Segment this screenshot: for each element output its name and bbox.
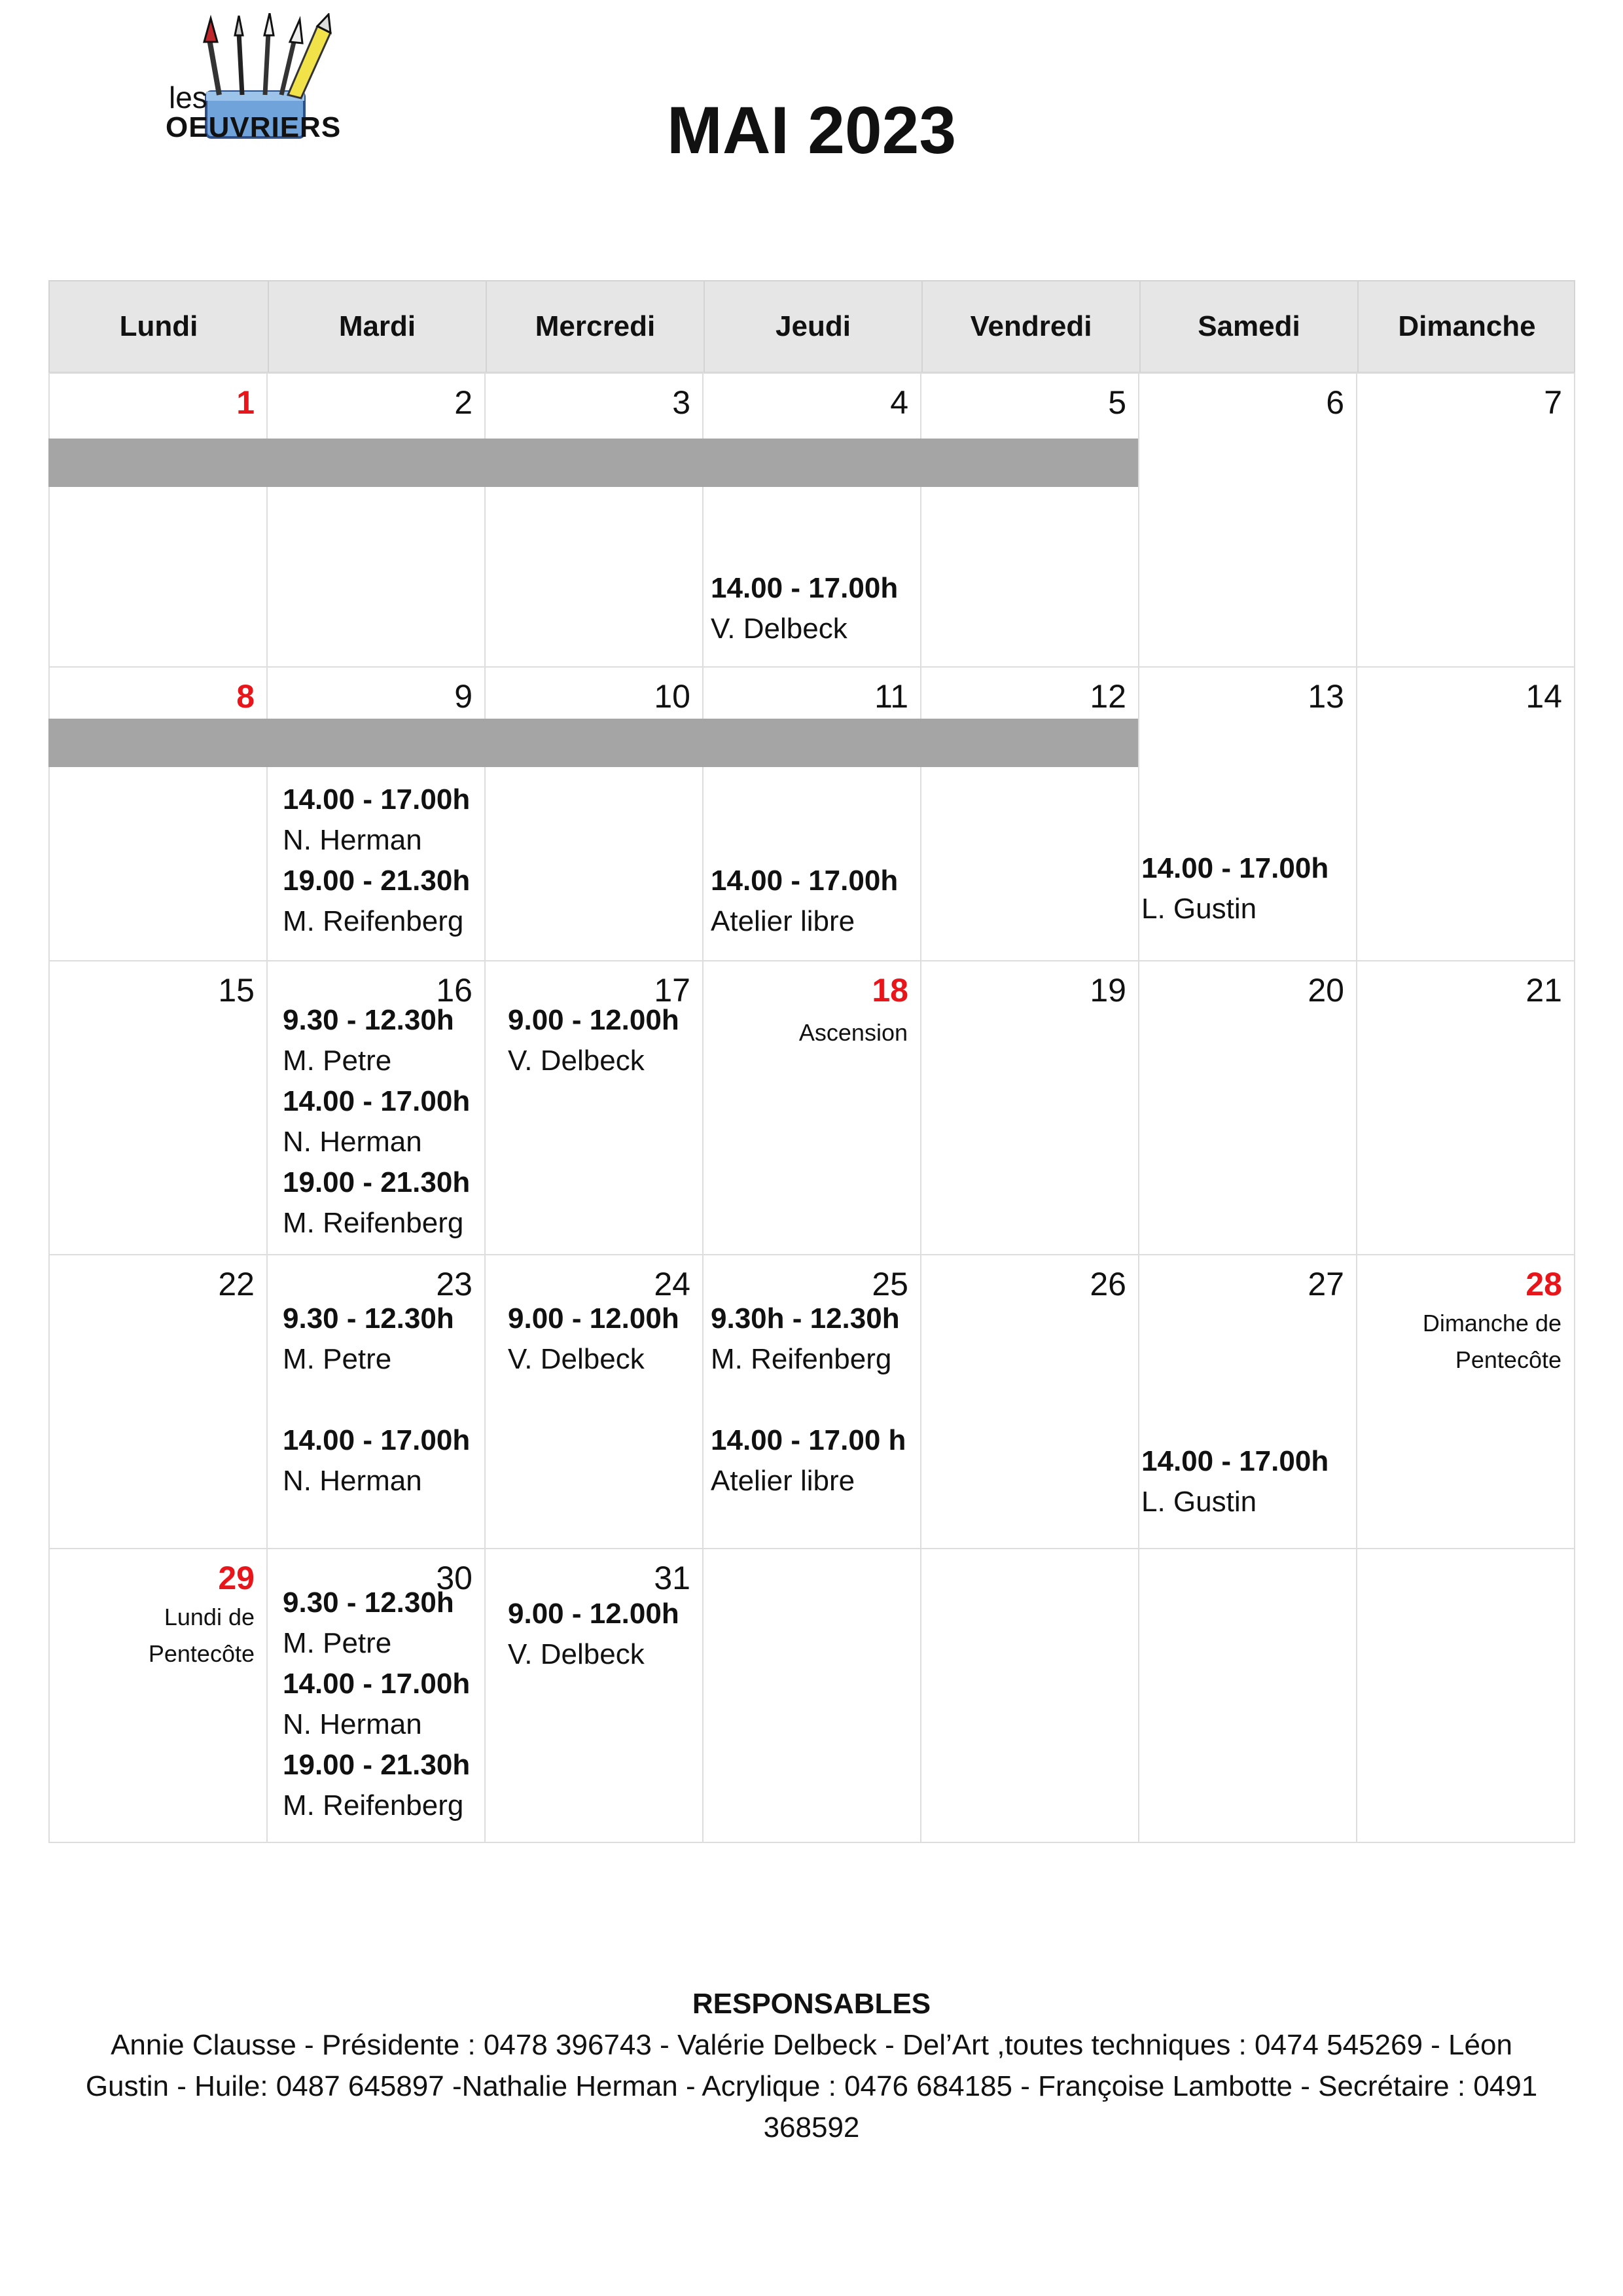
day-number: 20 (1308, 972, 1344, 1009)
spacer (711, 1380, 906, 1420)
event-name: L. Gustin (1141, 893, 1257, 925)
event (1141, 1441, 1329, 1522)
day-number: 29 (218, 1560, 255, 1596)
day-number: 24 (654, 1266, 690, 1302)
holiday-text: Pentecôte (148, 1640, 255, 1667)
day-number: 11 (874, 678, 908, 715)
event (1141, 848, 1329, 929)
footer-heading: RESPONSABLES (692, 1988, 931, 2020)
day-number: 16 (436, 972, 473, 1009)
grid-line (48, 1548, 1575, 1549)
event-name: V. Delbeck (508, 1638, 645, 1670)
holiday-label (1365, 1305, 1561, 1378)
holiday-text: Dimanche de (1422, 1310, 1561, 1336)
event (711, 1299, 906, 1501)
event-name: M. Reifenberg (283, 905, 464, 937)
calendar-header (48, 280, 1575, 373)
day-number: 7 (1544, 384, 1562, 421)
grid-line (1356, 373, 1357, 1843)
logo-text-les: les (169, 81, 207, 115)
day-number: 17 (654, 972, 690, 1009)
grid-line (48, 373, 50, 1843)
event (508, 1299, 679, 1380)
event-name: M. Reifenberg (283, 1789, 464, 1821)
day-number: 3 (672, 384, 690, 421)
day-number: 27 (1308, 1266, 1344, 1302)
holiday-text: Pentecôte (1455, 1346, 1561, 1373)
event-time: 14.00 - 17.00h (711, 572, 899, 604)
spacer (283, 1380, 470, 1420)
day-number: 23 (436, 1266, 473, 1302)
event-name: M. Petre (283, 1045, 392, 1077)
event (508, 1594, 679, 1675)
event-name: V. Delbeck (508, 1343, 645, 1375)
event-time: 9.00 - 12.00h (508, 1004, 679, 1036)
day-number: 22 (218, 1266, 255, 1302)
day-number: 21 (1525, 972, 1562, 1009)
event-time: 9.30 - 12.30h (283, 1587, 454, 1619)
weekday-thursday: Jeudi (704, 281, 921, 372)
event (508, 1000, 679, 1081)
day-number: 13 (1308, 678, 1344, 715)
event-name: N. Herman (283, 1126, 422, 1158)
weekday-tuesday: Mardi (268, 281, 486, 372)
logo-text-oeuvriers: OEUVRIERS (166, 111, 342, 143)
event-time: 9.00 - 12.00h (508, 1302, 679, 1335)
event-time: 9.30h - 12.30h (711, 1302, 900, 1335)
event-time: 19.00 - 21.30h (283, 865, 471, 897)
grid-line (1138, 373, 1139, 1843)
event-name: M. Reifenberg (283, 1207, 464, 1239)
grid-line (48, 1254, 1575, 1255)
grid-line (702, 373, 704, 1843)
day-number: 14 (1525, 678, 1562, 715)
grid-line (1574, 373, 1575, 1843)
grid-line (920, 373, 921, 1843)
weekday-monday: Lundi (119, 310, 198, 342)
event-name: L. Gustin (1141, 1486, 1257, 1518)
day-number: 8 (236, 678, 255, 715)
footer-line: Gustin - Huile: 0487 645897 -Nathalie Herman - Acrylique : 0476 684185 - Françoise Lambotte - Secrétaire : 0491 (85, 2070, 1538, 2102)
day-number: 12 (1090, 678, 1126, 715)
day-number: 19 (1090, 972, 1126, 1009)
event-name: V. Delbeck (711, 613, 847, 645)
grid-line (48, 372, 1575, 374)
day-number: 2 (454, 384, 473, 421)
page-title: MAI 2023 (666, 93, 957, 168)
holiday-label (58, 1599, 255, 1672)
day-number: 4 (890, 384, 908, 421)
event-time: 9.30 - 12.30h (283, 1004, 454, 1036)
event-name: N. Herman (283, 1465, 422, 1497)
event-time: 14.00 - 17.00h (1141, 852, 1329, 884)
grid-line (484, 373, 486, 1843)
responsables-footer (52, 1983, 1571, 2148)
event (283, 1000, 470, 1244)
holiday-text: Lundi de (164, 1604, 255, 1630)
footer-line: 368592 (763, 2111, 860, 2144)
weekday-wednesday: Mercredi (486, 281, 704, 372)
grid-line (48, 960, 1575, 961)
event-time: 14.00 - 17.00h (1141, 1445, 1329, 1477)
event-time: 14.00 - 17.00h (283, 1668, 471, 1700)
grid-line (48, 666, 1575, 668)
closed-band-week2 (48, 719, 1138, 767)
day-number: 15 (218, 972, 255, 1009)
event (283, 1299, 470, 1501)
event-time: 14.00 - 17.00 h (711, 1424, 906, 1456)
day-number: 1 (236, 384, 255, 421)
event-name: N. Herman (283, 1708, 422, 1740)
holiday-text: Ascension (798, 1019, 908, 1046)
weekday-friday: Vendredi (921, 281, 1139, 372)
event (711, 861, 898, 942)
day-number: 6 (1326, 384, 1344, 421)
event-time: 14.00 - 17.00h (283, 1424, 471, 1456)
day-number: 25 (872, 1266, 908, 1302)
footer-line: Annie Clausse - Présidente : 0478 396743 - Valérie Delbeck - Del’Art ,toutes techniques : 0474 545269 - Léon (111, 2029, 1512, 2061)
event (711, 568, 898, 649)
day-number: 26 (1090, 1266, 1126, 1302)
event-name: M. Petre (283, 1627, 392, 1659)
event-name: M. Reifenberg (711, 1343, 892, 1375)
closed-band-week1 (48, 439, 1138, 487)
event-time: 14.00 - 17.00h (283, 1085, 471, 1117)
event-time: 14.00 - 17.00h (711, 865, 899, 897)
weekday-sunday: Dimanche (1357, 281, 1575, 372)
day-number: 9 (454, 678, 473, 715)
event-name: N. Herman (283, 824, 422, 856)
event-time: 9.30 - 12.30h (283, 1302, 454, 1335)
day-number: 10 (654, 678, 690, 715)
event-name: Atelier libre (711, 1465, 855, 1497)
grid-line (48, 1842, 1575, 1843)
event (283, 780, 470, 942)
event-time: 9.00 - 12.00h (508, 1598, 679, 1630)
day-number: 18 (872, 972, 908, 1009)
holiday-label (711, 1014, 908, 1051)
day-number: 30 (436, 1560, 473, 1596)
event-name: Atelier libre (711, 905, 855, 937)
grid-line (266, 373, 268, 1843)
weekday-saturday: Samedi (1139, 281, 1357, 372)
event-name: V. Delbeck (508, 1045, 645, 1077)
day-number: 28 (1525, 1266, 1562, 1302)
event (283, 1583, 470, 1826)
day-number: 5 (1108, 384, 1126, 421)
event-time: 19.00 - 21.30h (283, 1166, 471, 1198)
event-time: 19.00 - 21.30h (283, 1749, 471, 1781)
event-name: M. Petre (283, 1343, 392, 1375)
event-time: 14.00 - 17.00h (283, 783, 471, 816)
day-number: 31 (654, 1560, 690, 1596)
